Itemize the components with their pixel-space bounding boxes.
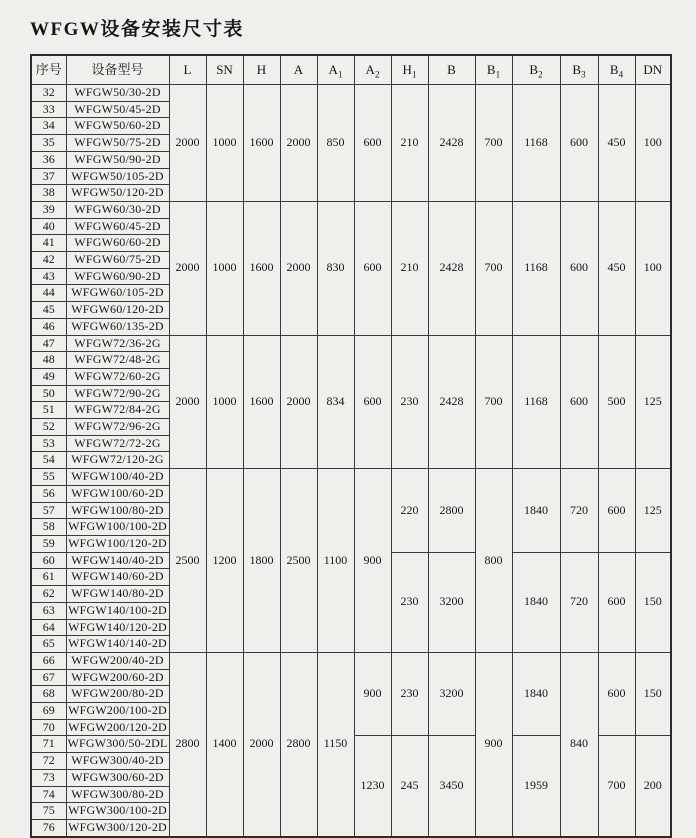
cell-L: 2800 [169,652,206,836]
cell-no: 68 [31,686,66,703]
col-header-B1: $B_1$ [475,55,512,85]
cell-model: WFGW72/36-2G [66,335,169,352]
cell-A: 2000 [280,85,317,202]
cell-no: 51 [31,402,66,419]
cell-DN: 100 [635,201,671,335]
cell-A: 2000 [280,335,317,469]
cell-model: WFGW72/84-2G [66,402,169,419]
cell-no: 45 [31,302,66,319]
cell-B4: 600 [598,469,635,553]
cell-A2: 900 [354,652,391,736]
cell-B4: 500 [598,335,635,469]
cell-B: 2428 [428,335,475,469]
col-header-B4: $B_4$ [598,55,635,85]
cell-model: WFGW72/48-2G [66,352,169,369]
col-header-H: H [243,55,280,85]
cell-model: WFGW60/45-2D [66,218,169,235]
cell-H: 1600 [243,85,280,202]
cell-B2: 1840 [512,469,560,553]
table-row [31,652,671,669]
col-header-A2: $A_2$ [354,55,391,85]
cell-no: 50 [31,385,66,402]
cell-SN: 1000 [206,85,243,202]
cell-no: 72 [31,753,66,770]
cell-H1: 245 [391,736,428,837]
cell-model: WFGW72/72-2G [66,435,169,452]
cell-no: 32 [31,85,66,102]
cell-no: 63 [31,602,66,619]
cell-model: WFGW60/90-2D [66,268,169,285]
cell-no: 58 [31,519,66,536]
cell-H1: 230 [391,552,428,652]
cell-no: 37 [31,168,66,185]
cell-model: WFGW140/140-2D [66,636,169,653]
cell-H: 1600 [243,335,280,469]
col-header-no: 序号 [31,55,66,85]
cell-SN: 1200 [206,469,243,653]
table-row [31,469,671,486]
cell-model: WFGW50/60-2D [66,118,169,135]
cell-H1: 230 [391,652,428,736]
cell-DN: 125 [635,469,671,553]
cell-B3: 840 [560,652,598,836]
cell-model: WFGW300/60-2D [66,769,169,786]
cell-H: 2000 [243,652,280,836]
cell-DN: 200 [635,736,671,837]
cell-A1: 850 [317,85,354,202]
cell-A1: 1100 [317,469,354,653]
cell-A: 2800 [280,652,317,836]
cell-no: 55 [31,469,66,486]
cell-A: 2500 [280,469,317,653]
cell-B3: 600 [560,85,598,202]
cell-model: WFGW60/105-2D [66,285,169,302]
cell-model: WFGW100/80-2D [66,502,169,519]
cell-no: 57 [31,502,66,519]
cell-no: 71 [31,736,66,753]
cell-model: WFGW100/100-2D [66,519,169,536]
cell-H: 1800 [243,469,280,653]
cell-model: WFGW200/120-2D [66,719,169,736]
dimension-table [30,54,672,838]
cell-DN: 150 [635,652,671,736]
cell-A2: 1230 [354,736,391,837]
cell-DN: 125 [635,335,671,469]
cell-no: 70 [31,719,66,736]
cell-L: 2000 [169,201,206,335]
cell-model: WFGW72/60-2G [66,368,169,385]
cell-no: 61 [31,569,66,586]
cell-A2: 600 [354,85,391,202]
cell-model: WFGW300/40-2D [66,753,169,770]
cell-SN: 1000 [206,201,243,335]
cell-SN: 1400 [206,652,243,836]
cell-model: WFGW60/120-2D [66,302,169,319]
cell-model: WFGW140/60-2D [66,569,169,586]
cell-B: 3450 [428,736,475,837]
cell-no: 46 [31,318,66,335]
cell-B4: 600 [598,552,635,652]
cell-B3: 600 [560,335,598,469]
cell-no: 56 [31,485,66,502]
cell-B3: 720 [560,552,598,652]
cell-no: 47 [31,335,66,352]
col-header-SN: SN [206,55,243,85]
col-header-model: 设备型号 [66,55,169,85]
cell-no: 65 [31,636,66,653]
cell-model: WFGW300/120-2D [66,819,169,836]
cell-B1: 700 [475,201,512,335]
cell-B2: 1168 [512,85,560,202]
cell-no: 34 [31,118,66,135]
col-header-A: A [280,55,317,85]
cell-DN: 150 [635,552,671,652]
col-header-A1: $A_1$ [317,55,354,85]
cell-model: WFGW140/40-2D [66,552,169,569]
cell-no: 76 [31,819,66,836]
cell-model: WFGW300/50-2DL [66,736,169,753]
cell-no: 60 [31,552,66,569]
cell-A: 2000 [280,201,317,335]
cell-B: 2428 [428,85,475,202]
cell-A1: 830 [317,201,354,335]
cell-no: 59 [31,535,66,552]
cell-B3: 720 [560,469,598,553]
cell-no: 48 [31,352,66,369]
cell-B4: 700 [598,736,635,837]
cell-B1: 900 [475,652,512,836]
header-row [31,55,671,85]
cell-model: WFGW72/120-2G [66,452,169,469]
cell-model: WFGW50/30-2D [66,85,169,102]
cell-B: 3200 [428,652,475,736]
cell-model: WFGW140/100-2D [66,602,169,619]
cell-SN: 1000 [206,335,243,469]
cell-model: WFGW60/30-2D [66,201,169,218]
cell-no: 66 [31,652,66,669]
cell-model: WFGW300/100-2D [66,803,169,820]
cell-model: WFGW50/45-2D [66,101,169,118]
cell-H1: 210 [391,201,428,335]
cell-no: 36 [31,151,66,168]
cell-L: 2000 [169,335,206,469]
table-row [31,85,671,102]
cell-model: WFGW200/40-2D [66,652,169,669]
cell-no: 62 [31,586,66,603]
col-header-B: B [428,55,475,85]
cell-B4: 450 [598,85,635,202]
cell-model: WFGW60/75-2D [66,252,169,269]
col-header-DN: DN [635,55,671,85]
cell-no: 67 [31,669,66,686]
cell-B4: 450 [598,201,635,335]
cell-B2: 1168 [512,201,560,335]
cell-model: WFGW50/105-2D [66,168,169,185]
cell-B2: 1168 [512,335,560,469]
cell-no: 44 [31,285,66,302]
cell-no: 49 [31,368,66,385]
cell-model: WFGW50/90-2D [66,151,169,168]
cell-B4: 600 [598,652,635,736]
cell-B2: 1840 [512,652,560,736]
cell-B: 3200 [428,552,475,652]
cell-B2: 1959 [512,736,560,837]
cell-no: 73 [31,769,66,786]
cell-DN: 100 [635,85,671,202]
cell-model: WFGW72/90-2G [66,385,169,402]
cell-B3: 600 [560,201,598,335]
table-row [31,201,671,218]
cell-H1: 210 [391,85,428,202]
cell-H: 1600 [243,201,280,335]
cell-B2: 1840 [512,552,560,652]
cell-model: WFGW100/40-2D [66,469,169,486]
cell-no: 39 [31,201,66,218]
cell-A2: 600 [354,335,391,469]
cell-model: WFGW140/80-2D [66,586,169,603]
cell-model: WFGW60/135-2D [66,318,169,335]
cell-B1: 700 [475,85,512,202]
cell-B: 2428 [428,201,475,335]
table-body [31,85,671,837]
cell-model: WFGW50/120-2D [66,185,169,202]
cell-model: WFGW200/60-2D [66,669,169,686]
cell-model: WFGW100/60-2D [66,485,169,502]
cell-no: 75 [31,803,66,820]
col-header-B2: $B_2$ [512,55,560,85]
col-header-L: L [169,55,206,85]
cell-A1: 834 [317,335,354,469]
cell-A2: 900 [354,469,391,653]
cell-no: 41 [31,235,66,252]
cell-no: 42 [31,252,66,269]
col-header-B3: $B_3$ [560,55,598,85]
cell-model: WFGW140/120-2D [66,619,169,636]
cell-no: 43 [31,268,66,285]
cell-no: 33 [31,101,66,118]
cell-model: WFGW200/100-2D [66,703,169,720]
cell-no: 38 [31,185,66,202]
cell-model: WFGW50/75-2D [66,135,169,152]
cell-no: 53 [31,435,66,452]
cell-model: WFGW200/80-2D [66,686,169,703]
cell-model: WFGW60/60-2D [66,235,169,252]
page-title: WFGW设备安装尺寸表 [30,19,244,40]
cell-A2: 600 [354,201,391,335]
cell-B: 2800 [428,469,475,553]
cell-no: 74 [31,786,66,803]
cell-H1: 220 [391,469,428,553]
cell-no: 54 [31,452,66,469]
cell-A1: 1150 [317,652,354,836]
cell-H1: 230 [391,335,428,469]
cell-no: 52 [31,419,66,436]
cell-L: 2000 [169,85,206,202]
cell-no: 35 [31,135,66,152]
cell-model: WFGW300/80-2D [66,786,169,803]
cell-no: 69 [31,703,66,720]
cell-B1: 800 [475,469,512,653]
cell-B1: 700 [475,335,512,469]
col-header-H1: $H_1$ [391,55,428,85]
cell-L: 2500 [169,469,206,653]
cell-model: WFGW100/120-2D [66,535,169,552]
table-row [31,335,671,352]
cell-model: WFGW72/96-2G [66,419,169,436]
cell-no: 64 [31,619,66,636]
cell-no: 40 [31,218,66,235]
